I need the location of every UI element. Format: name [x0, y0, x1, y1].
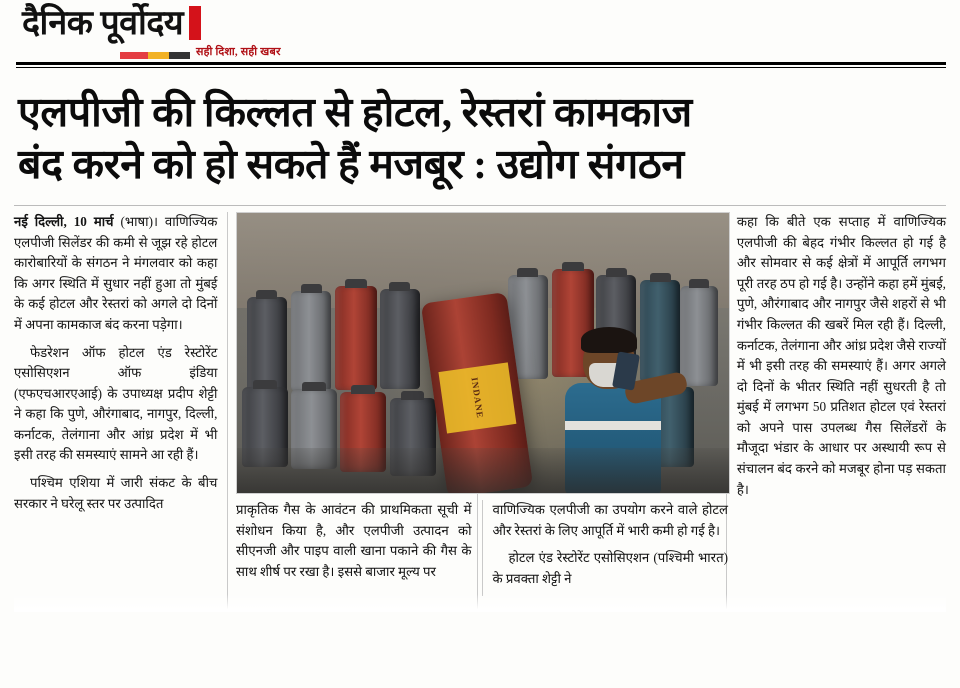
column-divider-1 — [227, 212, 228, 612]
column-3-para-1: वाणिज्यिक एलपीजी का उपयोग करने वाले होटल और रेस्तरां के लिए आपूर्ति में भारी कमी हो गई है। — [492, 501, 728, 538]
worker-hair — [581, 327, 637, 353]
masthead-rule-thin — [16, 67, 946, 68]
photo-floor — [237, 448, 729, 493]
article-body — [14, 212, 946, 612]
cylinder — [380, 289, 420, 389]
article-photo — [236, 212, 730, 494]
headline-divider — [14, 205, 946, 206]
masthead-flag-icon — [189, 6, 201, 40]
headline — [18, 86, 942, 191]
cylinder — [247, 297, 287, 393]
masthead-color-swatch — [120, 52, 190, 59]
article-column-1 — [14, 212, 217, 612]
column-1-para-3: पश्चिम एशिया में जारी संकट के बीच सरकार ने घरेलू स्तर पर उत्पादित — [14, 475, 218, 511]
dateline-paragraph — [14, 212, 217, 336]
article-column-3-text — [492, 500, 728, 596]
lpg-cylinders-photo — [237, 213, 729, 493]
dateline: नई दिल्ली, 10 मार्च — [14, 213, 114, 229]
headline-line-2: बंद करने को हो सकते हैं मजबूर : उद्योग संगठन — [18, 141, 684, 188]
cylinder — [291, 291, 331, 391]
cylinder-label: INDANE — [438, 362, 516, 433]
column-4-para-1: कहा कि बीते एक सप्ताह में वाणिज्यिक एलपीजी की बेहद गंभीर किल्लत हो गई है और सोमवार से कई क्षेत्रों में आपूर्ति लगभग पूरी तरह ठप हो गई है। उन्होंने कहा हमें मुंबई, पुणे, औरंगाबाद और नागपुर जैसे शहरों से भी गंभीर किल्लत की खबरें मिल रही हैं। दिल्ली, कर्नाटक, तेलंगाना और आंध्र प्रदेश जैसे राज्यों में भी इसी तरह की समस्याएं हैं। अगर अगले दो दिनों के भीतर स्थिति नहीं सुधरती है तो मुंबई में लगभग 50 प्रतिशत होटल एवं रेस्तरां को अपने पास उपलब्ध गैस सिलेंडरों के मौजूदा भंडार के आधार पर अस्थायी रूप से संचालन बंद करने को मजबूर होना पड़ सकता है। — [736, 213, 946, 497]
masthead-rule-thick — [16, 62, 946, 65]
column-divider-2b — [482, 500, 483, 596]
headline-block — [0, 72, 960, 197]
masthead-tagline: सही दिशा, सही खबर — [196, 46, 281, 58]
worker-shirt-stripe — [565, 421, 661, 430]
masthead-title: दैनिक पूर्वोदय — [22, 5, 184, 43]
cylinder — [335, 286, 377, 390]
headline-line-1: एलपीजी की किल्लत से होटल, रेस्तरां कामकाज — [18, 89, 692, 135]
under-photo-text — [236, 500, 728, 596]
column-3-para-2: होटल एंड रेस्टोरेंट एसोसिएशन (पश्चिमी भारत) के प्रवक्ता शेट्टी ने — [492, 550, 728, 586]
column-1-para-2: फेडरेशन ऑफ होटल एंड रेस्टोरेंट एसोसिएशन ऑफ इंडिया (एफएचआरएआई) के उपाध्यक्ष प्रदीप शेट्टी ने कहा कि पुणे, औरंगाबाद, नागपुर, दिल्ली, कर्नाटक, तेलंगाना और आंध्र प्रदेश में भी इसी तरह की समस्याएं सामने आ रही हैं। — [14, 344, 218, 463]
masthead — [0, 0, 960, 72]
article-column-4 — [737, 212, 946, 612]
article-column-2-text — [236, 500, 472, 596]
column-2-para-1: प्राकृतिक गैस के आवंटन की प्राथमिकता सूची में संशोधन किया है, और एलपीजी उत्पादन को सीएनजी और पाइप वाली खाना पकाने की गैस के साथ शीर्ष पर रखा है। इससे बाजार मूल्य पर — [236, 501, 472, 579]
column-1-para-1: (भाषा)। वाणिज्यिक एलपीजी सिलेंडर की कमी से जूझ रहे होटल कारोबारियों के संगठन ने मंगलवार को कहा कि अगर स्थिति में सुधार नहीं हुआ तो मुंबई के कई होटल और रेस्तरां को अगले दो दिनों में अपना कामकाज बंद करना पड़ेगा। — [14, 213, 218, 332]
